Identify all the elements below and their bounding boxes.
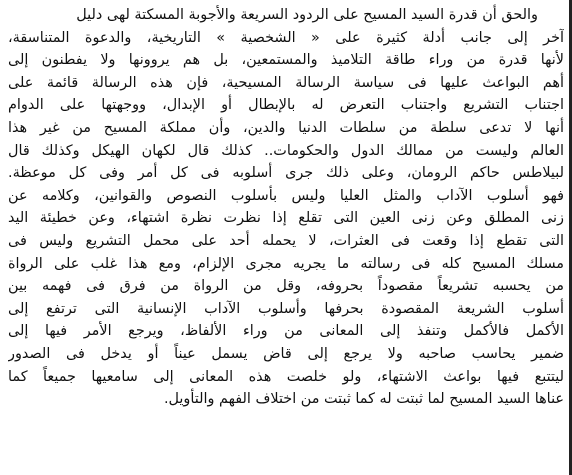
- text-line-1: والحق أن قدرة السيد المسيح على الردود السريعة والأجوبة المسكتة لهى دليل: [76, 7, 538, 23]
- text-line-2: آخر إلى جانب أدلة كثيرة على « الشخصية » التاريخية، والدعوة المتناسقة،: [8, 29, 564, 46]
- text-line-5: اجتناب التشريع واجتناب التعرض له بالإبطال أو الإبدال، ووجهتها على الدوام: [8, 97, 564, 114]
- text-line-9: فهو أسلوب الآداب والمثل العليا وليس بأسلوب النصوص والقوانين، وكلامه عن: [8, 187, 564, 204]
- text-line-7: العالم وليست من ممالك الدول والحكومات.. كذلك قال لكهان الهيكل وكذلك قال: [8, 142, 564, 159]
- text-line-4: أهم البواعث عليها فى سياسة الرسالة المسيحية، فإن هذه الرسالة قائمة على: [8, 74, 564, 91]
- text-line-14: أسلوب الشريعة المقصودة بحرفها وأسلوب الآداب الإنسانية التى ترتفع إلى: [8, 300, 564, 317]
- text-line-8: لبيلاطس حاكم الرومان، وعلى ذلك جرى أسلوبه فى كل أمر وفى كل موعظة.: [8, 165, 564, 182]
- text-line-13: من يحسبه تشريعاً مقصوداً بحروفه، وقل من الرواة من فرق فى فهمه بين: [8, 278, 564, 295]
- text-line-18: عناها السيد المسيح لما ثبتت له كما ثبتت من اختلاف الفهم والتأويل.: [163, 391, 564, 408]
- text-line-11: التى تقطع إذا وقعت فى العثرات، لا يحمله أحد على محمل التشريع وليس فى: [8, 232, 564, 249]
- text-line-10: زنى المطلق وعن زنى العين التى تقلع إذا نظرت نظرة اشتهاء، وعن خطيئة اليد: [8, 210, 564, 227]
- text-line-15: الأكمل فالأكمل وتنفذ إلى المعانى من وراء الألفاظ، ويرجع الأمر فيها إلى: [8, 323, 564, 340]
- text-line-6: أنها لا تدعى سلطة من سلطات الدنيا والدين، وأن مملكة المسيح من غير هذا: [8, 119, 564, 136]
- paragraph: [8, 4, 564, 411]
- text-line-12: مسلك المسيح كله فى رسالته ما يجريه مجرى الإلزام، ومع هذا غلب على الرواة: [8, 255, 564, 272]
- text-line-17: ليتتبع فيها بواعث الاشتهاء، ولو خلصت هذه المعانى إلى سامعيها جميعاً كما: [8, 368, 564, 385]
- text-line-3: لأنها قدرة من وراء طاقة التلاميذ والمستمعين، بل هم يروونها ولا يفطنون إلى: [8, 52, 564, 69]
- text-line-16: ضمير يحاسب صاحبه ولا يرجع إلى قاض يسمل عيناً أو يدخل فى الصدور: [8, 345, 564, 362]
